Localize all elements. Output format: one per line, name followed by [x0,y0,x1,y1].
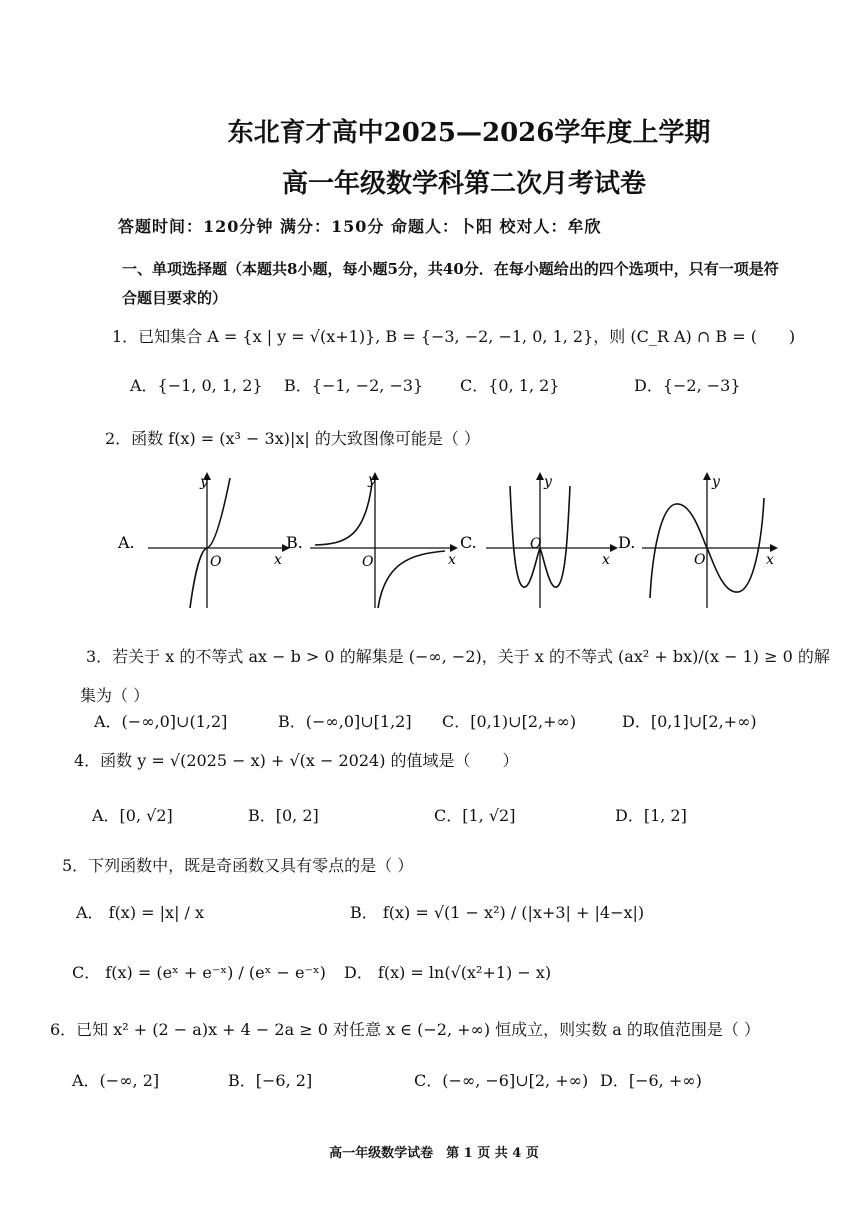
q6-option-b: B．[−6, 2] [228,1071,313,1090]
q2-ylabel-a: y [200,474,208,490]
q2-graph-d [618,472,778,608]
q2-ylabel-c: y [544,474,552,490]
q2-xlabel-a: x [274,552,282,568]
q6-option-d: D．[−6, +∞) [600,1071,702,1090]
q2-origin-c: O [530,536,542,552]
q5-option-c: C． f(x) = (eˣ + e⁻ˣ) / (eˣ − e⁻ˣ) [72,963,326,982]
q3-option-c: C．[0,1)∪[2,+∞) [442,712,577,731]
q2-stem: 2．函数 f(x) = (x³ − 3x)|x| 的大致图像可能是（ ） [105,429,480,448]
q2-ylabel-d: y [712,474,720,490]
q2-origin-b: O [362,554,374,570]
q3-option-d: D．[0,1]∪[2,+∞) [622,712,757,731]
q4-option-c: C．[1, √2] [434,806,516,825]
q2-graph-a [117,472,290,608]
q5-option-b: B． f(x) = √(1 − x²) / (|x+3| + |4−x|) [350,903,645,922]
q2-xlabel-b: x [448,552,456,568]
q1-option-a: A．{−1, 0, 1, 2} [130,376,263,395]
q3-option-a: A．(−∞,0]∪(1,2] [94,712,228,731]
q2-label-b: B. [286,533,303,552]
q2-xlabel-c: x [602,552,610,568]
q2-ylabel-b: y [368,472,376,488]
page-footer: 高一年级数学试卷 第 1 页 共 4 页 [329,1146,539,1161]
q6-option-a: A．(−∞, 2] [72,1071,160,1090]
q1-option-d: D．{−2, −3} [634,376,741,395]
exam-title-line2: 高一年级数学科第二次月考试卷 [281,169,646,199]
section-heading: 一、单项选择题（本题共8小题，每小题5分，共40分．在每小题给出的四个选项中，只有一项是符合题目要求的） [122,260,779,307]
q1-option-c: C．{0, 1, 2} [460,376,560,395]
q1-stem: 1．已知集合 A = {x | y = √(x+1)}, B = {−3, −2, −1, 0, 1, 2}，则 (C_R A) ∩ B = ( ) [112,327,796,346]
q4-option-a: A．[0, √2] [92,806,173,825]
q3-stem-line2: 集为（ ） [80,686,150,705]
q3-option-b: B．(−∞,0]∪[1,2] [278,712,412,731]
q2-graph-b [286,472,458,608]
q1-option-b: B．{−1, −2, −3} [284,376,424,395]
q2-xlabel-d: x [766,552,774,568]
q4-option-b: B．[0, 2] [248,806,319,825]
q3-stem-line1: 3．若关于 x 的不等式 ax − b > 0 的解集是 (−∞, −2)，关于 x 的不等式 (ax² + bx)/(x − 1) ≥ 0 的解 [86,647,830,666]
exam-info: 答题时间：120分钟 满分：150分 命题人：卜阳 校对人：牟欣 [118,217,602,236]
q6-option-c: C．(−∞, −6]∪[2, +∞) [414,1071,589,1090]
q2-origin-a: O [210,554,222,570]
q4-option-d: D．[1, 2] [615,806,687,825]
q6-stem: 6．已知 x² + (2 − a)x + 4 − 2a ≥ 0 对任意 x ∈ (−2, +∞) 恒成立，则实数 a 的取值范围是（ ） [50,1020,760,1039]
q4-stem: 4．函数 y = √(2025 − x) + √(x − 2024) 的值域是（ ） [74,751,519,770]
q2-origin-d: O [694,552,706,568]
exam-title-line1: 东北育才高中2025—2026学年度上学期 [227,118,711,148]
q5-option-a: A． f(x) = |x| / x [76,903,205,922]
q5-option-d: D． f(x) = ln(√(x²+1) − x) [344,963,552,982]
q2-label-c: C. [460,533,477,552]
q2-graph-c [460,472,618,608]
q5-stem: 5．下列函数中，既是奇函数又具有零点的是（ ） [62,856,414,875]
q2-label-d: D. [618,533,636,552]
q2-graphs [110,468,790,618]
q2-label-a: A. [118,533,135,552]
